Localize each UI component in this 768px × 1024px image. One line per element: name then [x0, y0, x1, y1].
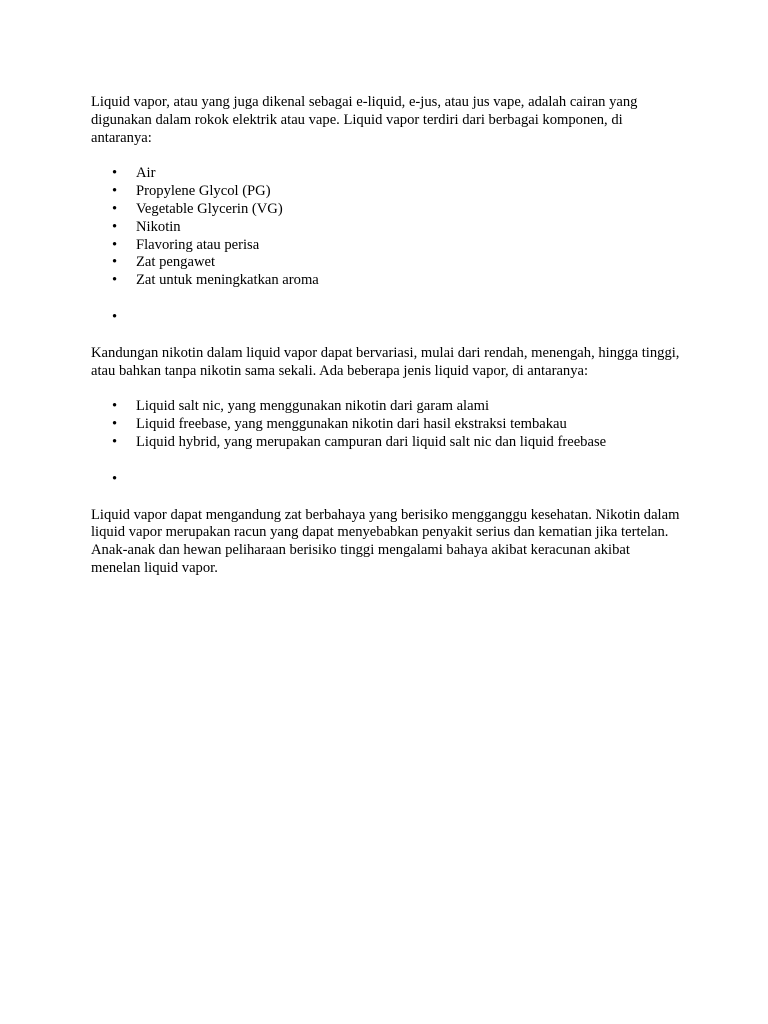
components-list: [91, 165, 681, 290]
list-item: • Zat pengawet: [91, 254, 681, 272]
types-list: [91, 398, 681, 451]
list-item: • Vegetable Glycerin (VG): [91, 201, 681, 219]
empty-list-item: [91, 471, 681, 489]
document-body: [91, 94, 681, 578]
empty-bullet-list: [91, 471, 681, 489]
list-item: • Propylene Glycol (PG): [91, 183, 681, 201]
empty-list-item: [91, 309, 681, 327]
warning-paragraph: Liquid vapor dapat mengandung zat berbahaya yang berisiko mengganggu kesehatan. Nikotin dalam liquid vapor merupakan racun yang dapat menyebabkan penyakit serius dan kematian jika tertelan. Anak-anak dan hewan peliharaan berisiko tinggi mengalami bahaya akibat keracunan akibat menelan liquid vapor.: [91, 506, 680, 576]
list-item: • Liquid freebase, yang menggunakan nikotin dari hasil ekstraksi tembakau: [91, 416, 681, 434]
list-item: • Flavoring atau perisa: [91, 237, 681, 255]
list-item: • Zat untuk meningkatkan aroma: [91, 272, 681, 290]
list-item: • Nikotin: [91, 219, 681, 237]
list-item: • Air: [91, 165, 681, 183]
intro-paragraph: Liquid vapor, atau yang juga dikenal sebagai e-liquid, e-jus, atau jus vape, adalah cairan yang digunakan dalam rokok elektrik atau vape. Liquid vapor terdiri dari berbagai komponen, di antaranya:: [91, 94, 638, 146]
nicotine-paragraph: Kandungan nikotin dalam liquid vapor dapat bervariasi, mulai dari rendah, menengah, hingga tinggi, atau bahkan tanpa nikotin sama sekali. Ada beberapa jenis liquid vapor, di antaranya:: [91, 344, 680, 379]
list-item: • Liquid hybrid, yang merupakan campuran dari liquid salt nic dan liquid freebase: [91, 434, 681, 452]
list-item: • Liquid salt nic, yang menggunakan nikotin dari garam alami: [91, 398, 681, 416]
empty-bullet-list: [91, 309, 681, 327]
